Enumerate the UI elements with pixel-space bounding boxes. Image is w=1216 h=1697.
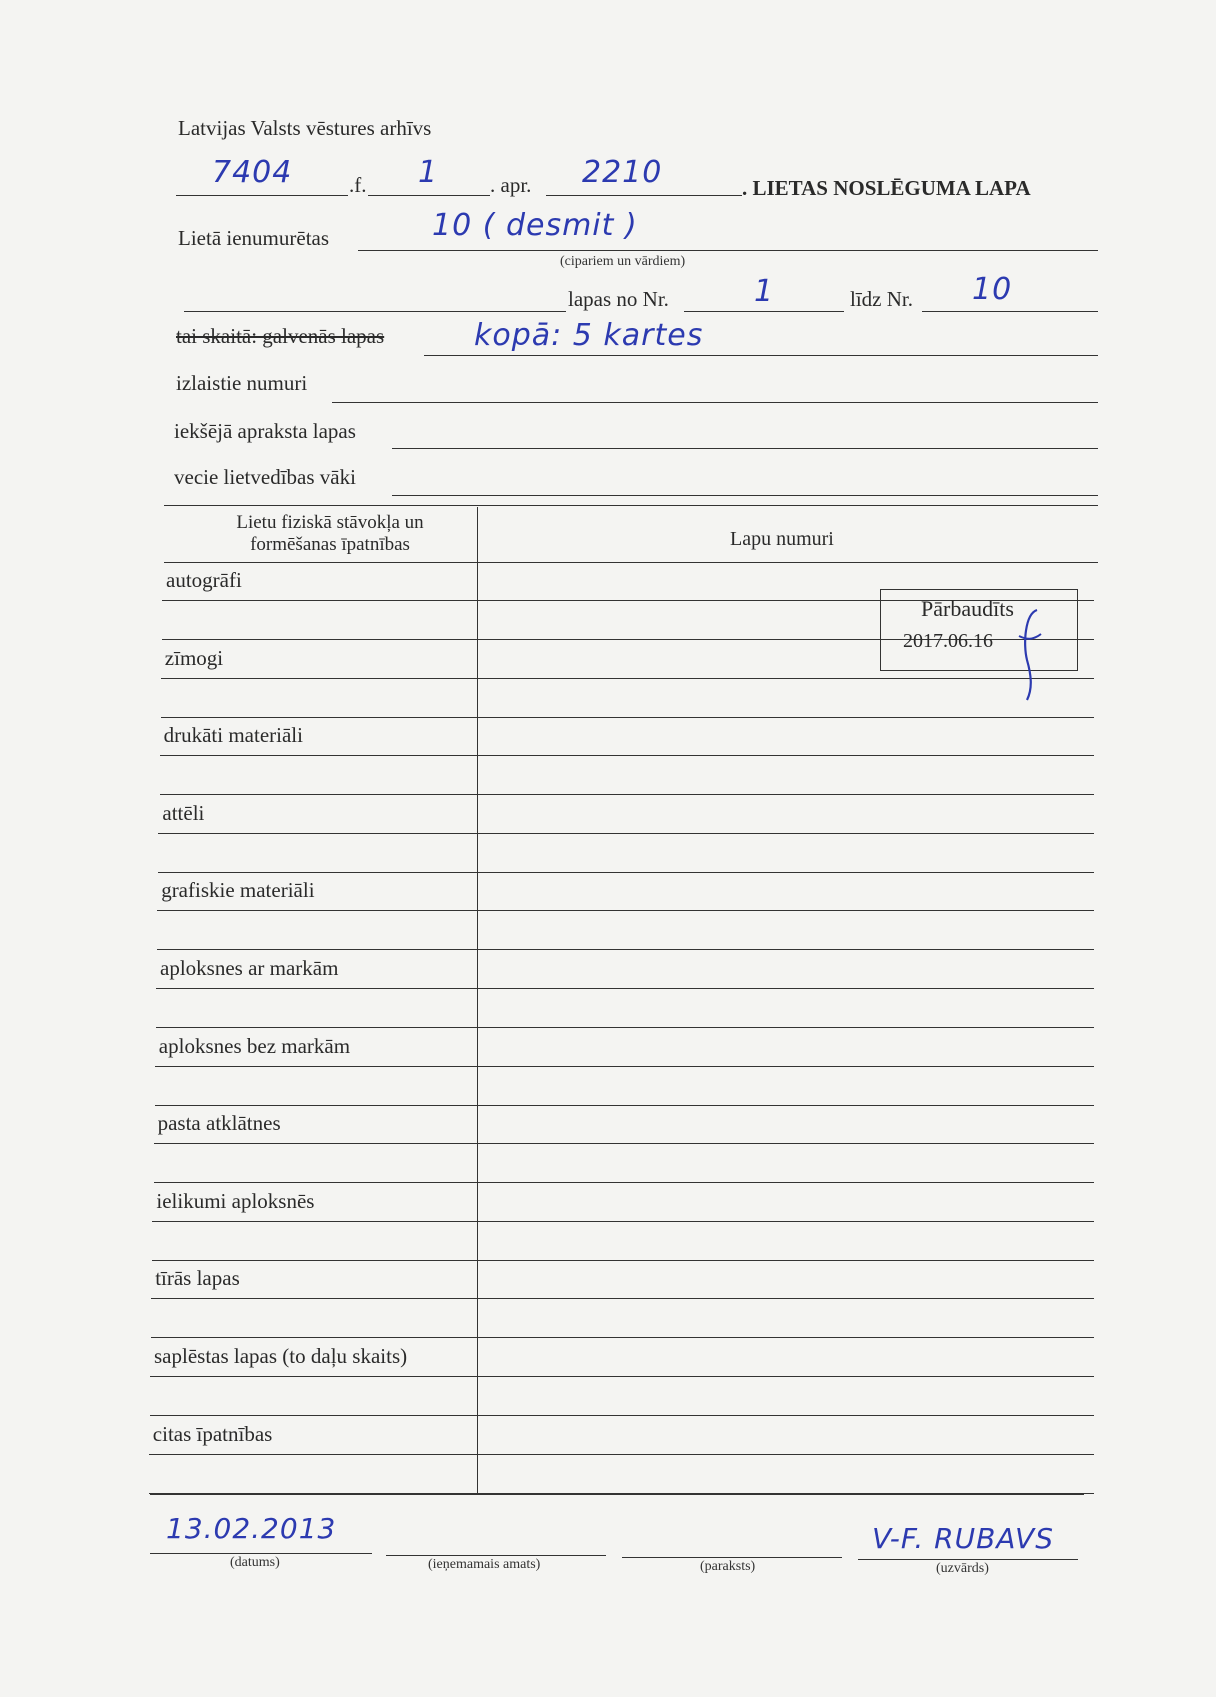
table-row-label: zīmogi bbox=[164, 645, 224, 670]
internal-description-line bbox=[392, 448, 1098, 449]
inventory-line bbox=[368, 195, 490, 196]
bleed-through-text bbox=[470, 118, 476, 144]
table-row-bottom bbox=[161, 717, 1094, 718]
removed-numbers-line bbox=[332, 402, 1098, 403]
table-row-bottom bbox=[156, 1027, 1094, 1028]
table-top-border bbox=[164, 505, 1098, 506]
pages-to-value: 10 bbox=[972, 272, 1013, 307]
internal-description-label: iekšējā apraksta lapas bbox=[174, 419, 356, 443]
fond-value: 7404 bbox=[212, 155, 293, 190]
table-row-midline bbox=[151, 1298, 1094, 1299]
file-line bbox=[546, 195, 742, 196]
fond-label: .f. bbox=[349, 173, 367, 197]
table-row-bottom bbox=[157, 949, 1094, 950]
table-bottom-border bbox=[150, 1494, 1084, 1495]
table-row-midline bbox=[161, 678, 1094, 679]
table-row-midline bbox=[149, 1454, 1094, 1455]
footer-position-label: (ieņemamais amats) bbox=[428, 1557, 541, 1572]
footer-name-label: (uzvārds) bbox=[936, 1561, 989, 1576]
pages-from-label: lapas no Nr. bbox=[568, 287, 669, 311]
table-row-label: aploksnes bez markām bbox=[158, 1033, 351, 1058]
numbered-hint: (cipariem un vārdiem) bbox=[560, 254, 686, 269]
table-row-label: citas īpatnības bbox=[152, 1421, 273, 1446]
old-covers-line bbox=[392, 495, 1098, 496]
stamp-label: Pārbaudīts bbox=[921, 596, 1014, 621]
archive-name: Latvijas Valsts vēstures arhīvs bbox=[178, 116, 432, 140]
inventory-value: 1 bbox=[418, 155, 439, 190]
stamp-date: 2017.06.16 bbox=[903, 630, 993, 652]
old-covers-label: vecie lietvedības vāki bbox=[174, 465, 356, 489]
table-row-midline bbox=[154, 1143, 1094, 1144]
pages-to-label: līdz Nr. bbox=[850, 287, 913, 311]
footer-signature-line bbox=[622, 1557, 842, 1558]
table-row-label: pasta atklātnes bbox=[157, 1111, 281, 1136]
table-row-label: tīrās lapas bbox=[155, 1266, 240, 1291]
table-row-label: aploksnes ar markām bbox=[160, 956, 339, 980]
pages-to-line bbox=[922, 311, 1098, 312]
file-value: 2210 bbox=[582, 155, 663, 190]
table-row-bottom bbox=[152, 1260, 1094, 1261]
main-pages-value: kopā: 5 kartes bbox=[474, 318, 704, 353]
table-row-label: grafiskie materiāli bbox=[161, 878, 315, 903]
footer-date-line bbox=[150, 1553, 372, 1554]
fond-line bbox=[176, 195, 348, 196]
main-pages-label: tai skaitā: galvenās lapas bbox=[176, 324, 385, 348]
table-row-bottom bbox=[160, 794, 1094, 795]
footer-date-label: (datums) bbox=[230, 1555, 280, 1570]
table-column-divider bbox=[477, 507, 478, 1495]
main-pages-line bbox=[424, 355, 1098, 356]
stamp-signature bbox=[997, 604, 1057, 704]
table-row-bottom bbox=[158, 872, 1094, 873]
table-row-midline bbox=[156, 988, 1094, 989]
numbered-value: 10 ( desmit ) bbox=[432, 208, 638, 243]
verified-stamp bbox=[880, 589, 1078, 671]
table-row-midline bbox=[158, 833, 1094, 834]
inventory-label: . apr. bbox=[490, 173, 532, 197]
pages-from-value: 1 bbox=[754, 274, 775, 309]
table-row-label: attēli bbox=[162, 800, 205, 825]
numbered-line bbox=[358, 250, 1098, 251]
table-row-label: drukāti materiāli bbox=[163, 723, 303, 748]
table-row-label: ielikumi aploksnēs bbox=[156, 1188, 315, 1213]
footer-date-value: 13.02.2013 bbox=[166, 1512, 337, 1545]
table-col1-header: Lietu fiziskā stāvokļa un formēšanas īpatnības bbox=[236, 512, 424, 555]
table-row-midline bbox=[150, 1376, 1094, 1377]
table-row-midline bbox=[155, 1066, 1094, 1067]
document-title: . LIETAS NOSLĒGUMA LAPA bbox=[742, 176, 1031, 200]
removed-numbers-label: izlaistie numuri bbox=[176, 371, 308, 395]
numbered-label: Lietā ienumurētas bbox=[178, 226, 330, 250]
footer-name-value: V-F. RUBAVS bbox=[872, 1522, 1054, 1555]
pages-pre-line bbox=[184, 311, 566, 312]
table-row-bottom bbox=[151, 1337, 1094, 1338]
table-row-midline bbox=[157, 910, 1094, 911]
table-row-label: saplēstas lapas (to daļu skaits) bbox=[154, 1344, 408, 1368]
table-row-bottom bbox=[155, 1105, 1094, 1106]
table-row-bottom bbox=[154, 1182, 1094, 1183]
table-header-bottom bbox=[164, 562, 1098, 563]
table-row-midline bbox=[152, 1221, 1094, 1222]
footer-position-line bbox=[386, 1555, 606, 1556]
footer-signature-label: (paraksts) bbox=[700, 1559, 756, 1574]
table-col2-header: Lapu numuri bbox=[730, 528, 834, 550]
footer-name-line bbox=[858, 1559, 1078, 1560]
pages-from-line bbox=[684, 311, 844, 312]
table-row-label: autogrāfi bbox=[166, 568, 242, 592]
table-row-midline bbox=[160, 755, 1094, 756]
table-row-bottom bbox=[150, 1415, 1094, 1416]
